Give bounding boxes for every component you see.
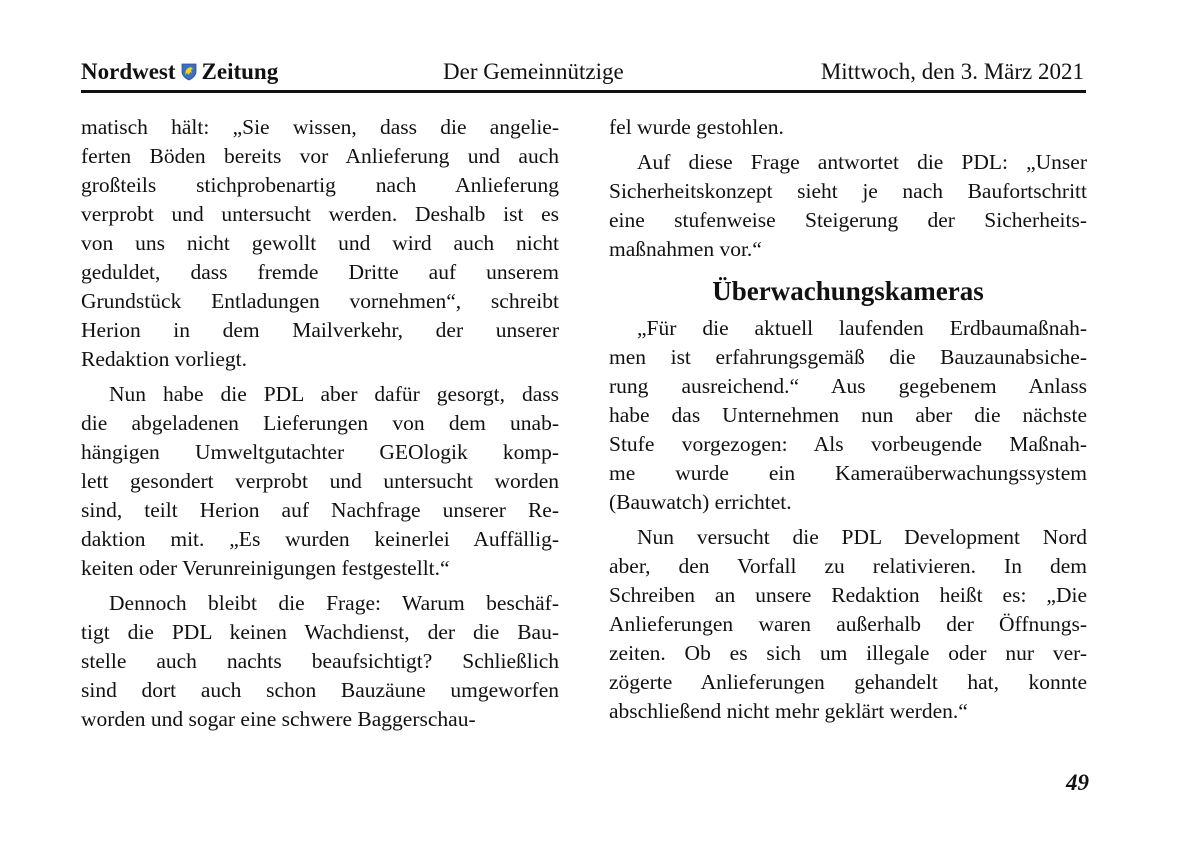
paragraph bbox=[81, 113, 559, 374]
section-title: Der Gemeinnützige bbox=[443, 59, 624, 84]
page-header bbox=[81, 56, 1086, 93]
text-line: lett gesondert verprobt und untersucht worden bbox=[81, 469, 559, 493]
text-line: geduldet, dass fremde Dritte auf unserem bbox=[81, 260, 559, 284]
text-line: Nun versucht die PDL Development Nord bbox=[637, 525, 1087, 549]
text-line: aber, den Vorfall zu relativieren. In dem bbox=[609, 554, 1087, 578]
paragraph bbox=[81, 380, 559, 583]
text-line: me wurde ein Kameraüberwachungssystem bbox=[609, 461, 1087, 485]
text-line: habe das Unternehmen nun aber die nächste bbox=[609, 403, 1087, 427]
paragraph bbox=[609, 314, 1087, 517]
text-line: Dennoch bleibt die Frage: Warum beschäf- bbox=[109, 591, 559, 615]
text-line: zeiten. Ob es sich um illegale oder nur ver- bbox=[609, 641, 1087, 665]
text-line: zögerte Anlieferungen gehandelt hat, konnte bbox=[609, 670, 1087, 694]
text-line: maßnahmen vor.“ bbox=[609, 237, 762, 261]
page-number: 49 bbox=[1066, 770, 1089, 795]
text-line: Grundstück Entladungen vornehmen“, schreibt bbox=[81, 289, 559, 313]
text-line: worden und sogar eine schwere Baggerschau- bbox=[81, 707, 476, 731]
text-line: verprobt und untersucht werden. Deshalb ist es bbox=[81, 202, 559, 226]
paragraph bbox=[609, 113, 1087, 142]
text-line: Schreiben an unsere Redaktion heißt es: „Die bbox=[609, 583, 1087, 607]
text-line: von uns nicht gewollt und wird auch nicht bbox=[81, 231, 559, 255]
masthead-right: Zeitung bbox=[201, 59, 279, 84]
masthead-left: Nordwest bbox=[81, 59, 176, 84]
text-line: sind, teilt Herion auf Nachfrage unserer Re- bbox=[81, 498, 559, 522]
paragraph bbox=[81, 589, 559, 734]
right-column bbox=[609, 113, 1087, 732]
text-line: tigt die PDL keinen Wachdienst, der die Bau- bbox=[81, 620, 559, 644]
text-line: matisch hält: „Sie wissen, dass die angelie- bbox=[81, 115, 559, 139]
text-line: keiten oder Verunreinigungen festgestellt.“ bbox=[81, 556, 450, 580]
coat-of-arms-icon bbox=[181, 63, 197, 81]
text-line: Redaktion vorliegt. bbox=[81, 347, 247, 371]
text-line: Herion in dem Mailverkehr, der unserer bbox=[81, 318, 559, 342]
text-line: ferten Böden bereits vor Anlieferung und auch bbox=[81, 144, 559, 168]
text-line: Anlieferungen waren außerhalb der Öffnungs- bbox=[609, 612, 1087, 636]
text-line: fel wurde gestohlen. bbox=[609, 115, 784, 139]
text-line: daktion mit. „Es wurden keinerlei Auffällig- bbox=[81, 527, 559, 551]
subheading: Überwachungskameras bbox=[712, 276, 984, 306]
text-line: hängigen Umweltgutachter GEOlogik komp- bbox=[81, 440, 559, 464]
issue-date: Mittwoch, den 3. März 2021 bbox=[820, 59, 1084, 84]
paragraph bbox=[609, 523, 1087, 726]
text-line: großteils stichprobenartig nach Anlieferung bbox=[81, 173, 559, 197]
text-line: (Bauwatch) errichtet. bbox=[609, 490, 792, 514]
text-line: abschließend nicht mehr geklärt werden.“ bbox=[609, 699, 968, 723]
text-line: sind dort auch schon Bauzäune umgeworfen bbox=[81, 678, 559, 702]
masthead bbox=[81, 59, 278, 85]
text-line: rung ausreichend.“ Aus gegebenem Anlass bbox=[609, 374, 1087, 398]
left-column bbox=[81, 113, 559, 740]
paragraph bbox=[609, 148, 1087, 264]
text-line: Stufe vorgezogen: Als vorbeugende Maßnah- bbox=[609, 432, 1087, 456]
text-line: stelle auch nachts beaufsichtigt? Schließlich bbox=[81, 649, 559, 673]
text-line: eine stufenweise Steigerung der Sicherheits- bbox=[609, 208, 1087, 232]
text-line: Sicherheitskonzept sieht je nach Baufortschritt bbox=[609, 179, 1087, 203]
text-line: „Für die aktuell laufenden Erdbaumaßnah- bbox=[637, 316, 1087, 340]
text-line: die abgeladenen Lieferungen von dem unab- bbox=[81, 411, 559, 435]
text-line: Auf diese Frage antwortet die PDL: „Unser bbox=[637, 150, 1087, 174]
text-line: men ist erfahrungsgemäß die Bauzaunabsiche- bbox=[609, 345, 1087, 369]
text-line: Nun habe die PDL aber dafür gesorgt, dass bbox=[109, 382, 559, 406]
